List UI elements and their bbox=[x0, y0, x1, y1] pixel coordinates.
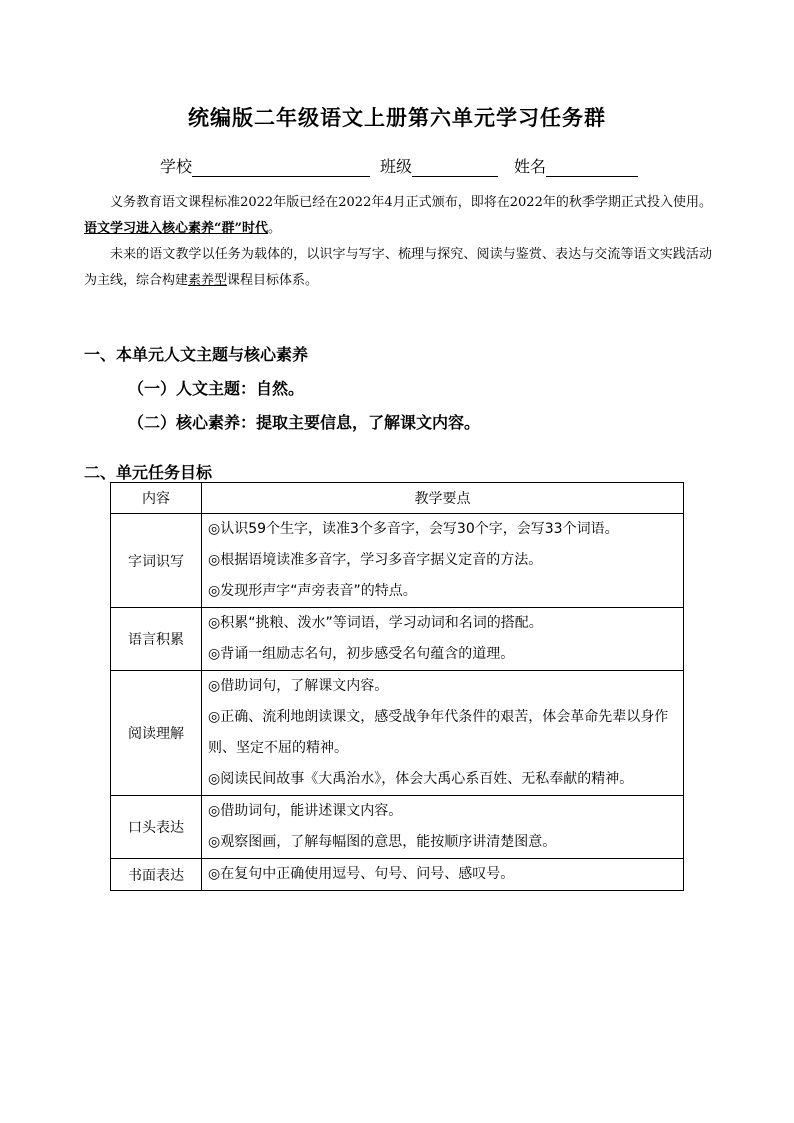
row-points bbox=[202, 796, 684, 859]
row-points bbox=[202, 608, 684, 671]
table-header-row bbox=[111, 483, 684, 514]
row-category: 字词识写 bbox=[111, 514, 202, 608]
task-goals-table bbox=[110, 482, 684, 891]
teaching-point: ◎借助词句，能讲述课文内容。 bbox=[208, 803, 403, 819]
humanistic-theme: （一）人文主题：自然。 bbox=[128, 379, 305, 398]
row-category: 口头表达 bbox=[111, 796, 202, 859]
row-points bbox=[202, 514, 684, 608]
table-row bbox=[111, 514, 684, 608]
intro-p2-end: 课程目标体系。 bbox=[227, 273, 319, 288]
intro-p1-emphasis: 语文学习进入核心素养“群”时代 bbox=[84, 221, 268, 236]
intro-p2-text: 未来的语文教学以任务为载体的，以识字与写字、梳理与探究、阅读与鉴赏、表达与交流等语文实践活动为主线，综合构建 bbox=[84, 247, 712, 288]
page-title: 统编版二年级语文上册第六单元学习任务群 bbox=[188, 105, 606, 130]
class-blank[interactable] bbox=[412, 159, 498, 177]
table-row bbox=[111, 671, 684, 796]
core-literacy: （二）核心素养：提取主要信息，了解课文内容。 bbox=[128, 413, 481, 432]
table-header-content: 内容 bbox=[111, 483, 202, 514]
table-row bbox=[111, 608, 684, 671]
teaching-point: ◎发现形声字“声旁表音”的特点。 bbox=[208, 583, 417, 599]
class-label: 班级 bbox=[380, 159, 413, 176]
intro-p1-text: 义务教育语文课程标准2022年版已经在2022年4月正式颁布，即将在2022年的秋季学期正式投入使用。 bbox=[110, 195, 712, 210]
table-header-points: 教学要点 bbox=[202, 483, 684, 514]
student-info-line bbox=[160, 154, 680, 177]
intro-paragraph-2 bbox=[84, 242, 712, 294]
row-category: 阅读理解 bbox=[111, 671, 202, 796]
school-label: 学校 bbox=[160, 159, 193, 176]
name-label: 姓名 bbox=[514, 159, 547, 176]
teaching-point: ◎观察图画，了解每幅图的意思，能按顺序讲清楚图意。 bbox=[208, 834, 557, 850]
name-blank[interactable] bbox=[546, 159, 638, 177]
section-1-heading: 一、本单元人文主题与核心素养 bbox=[84, 345, 309, 364]
teaching-point: ◎阅读民间故事《大禹治水》，体会大禹心系百姓、无私奉献的精神。 bbox=[208, 771, 634, 787]
row-category: 语言积累 bbox=[111, 608, 202, 671]
teaching-point: ◎根据语境读准多音字，学习多音字据义定音的方法。 bbox=[208, 552, 543, 568]
row-points bbox=[202, 859, 684, 891]
teaching-point: ◎背诵一组励志名句，初步感受名句蕴含的道理。 bbox=[208, 646, 515, 662]
intro-p1-end: 。 bbox=[267, 221, 281, 236]
teaching-point: ◎认识59个生字，读准3个多音字，会写30个字，会写33个词语。 bbox=[208, 521, 619, 537]
teaching-point: ◎正确、流利地朗读课文，感受战争年代条件的艰苦，体会革命先辈以身作则、坚定不屈的精神。 bbox=[208, 709, 669, 756]
row-category: 书面表达 bbox=[111, 859, 202, 891]
school-blank[interactable] bbox=[192, 159, 370, 177]
section-2-heading: 二、单元任务目标 bbox=[84, 463, 213, 482]
table-row bbox=[111, 859, 684, 891]
intro-paragraph-1 bbox=[84, 190, 712, 242]
table-row bbox=[111, 796, 684, 859]
intro-p2-underlined: 素养型 bbox=[188, 273, 228, 288]
teaching-point: ◎借助词句，了解课文内容。 bbox=[208, 678, 389, 694]
teaching-point: ◎积累“挑粮、泼水”等词语，学习动词和名词的搭配。 bbox=[208, 615, 543, 631]
row-points bbox=[202, 671, 684, 796]
teaching-point: ◎在复句中正确使用逗号、句号、问号、感叹号。 bbox=[208, 866, 515, 882]
